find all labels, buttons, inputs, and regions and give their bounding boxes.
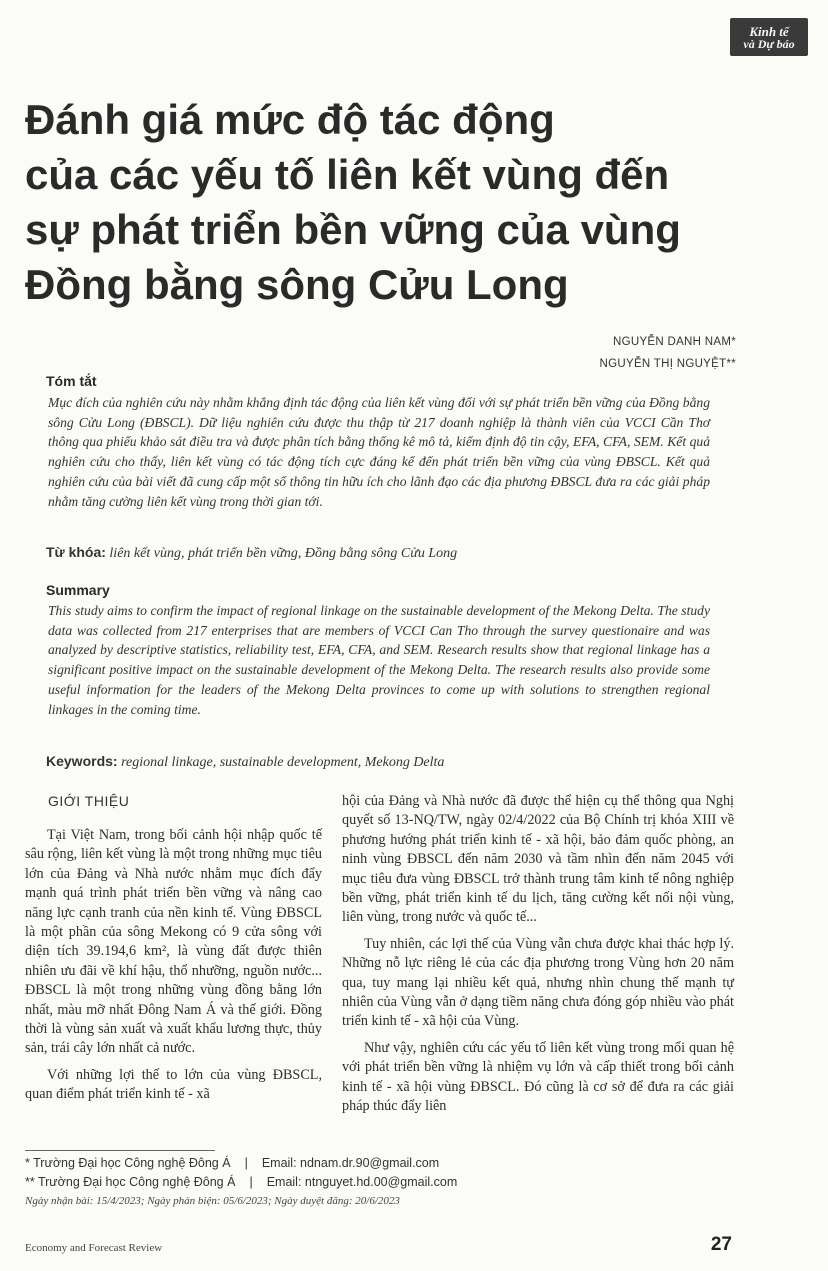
body-column-left xyxy=(25,826,322,1112)
footnote-email: Email: ndnam.dr.90@gmail.com xyxy=(261,1156,440,1170)
logo-line-1: Kinh tế xyxy=(749,23,789,39)
body-column-right xyxy=(342,792,734,1124)
footnote xyxy=(25,1156,439,1170)
footnote xyxy=(25,1175,457,1189)
body-paragraph: hội của Đảng và Nhà nước đã được thể hiện cụ thể thông qua Nghị quyết số 13-NQ/TW, ngày 02/4/2022 của Bộ Chính trị khóa XIII về phương hướng phát triển kinh tế - xã hội, bảo đảm quốc phòng, an ninh vùng ĐBSCL đến năm 2030 và tầm nhìn đến năm 2045 với mục tiêu đưa vùng ĐBSCL trở thành trung tâm kinh tế nông nghiệp bền vững, phát triển kinh tế du lịch, tăng cường kết nối nội vùng, liên vùng, trong nước và quốc tế... xyxy=(342,793,734,926)
page-number: 27 xyxy=(710,1234,732,1255)
body-paragraph: Với những lợi thế to lớn của vùng ĐBSCL, quan điểm phát triển kinh tế - xã xyxy=(25,1066,322,1103)
intro-heading: GIỚI THIỆU xyxy=(48,793,130,809)
title-line: Đánh giá mức độ tác động xyxy=(25,96,555,143)
title-line: của các yếu tố liên kết vùng đến xyxy=(25,151,670,198)
body-paragraph: Như vậy, nghiên cứu các yếu tố liên kết vùng trong mối quan hệ với phát triển bền vững là nhiệm vụ lớn và cấp thiết trong bối cảnh kinh tế - xã hội vùng ĐBSCL. Đó cũng là cơ sở để đưa ra các giải pháp thúc đẩy liên xyxy=(342,1039,734,1115)
author-name: NGUYỄN THỊ NGUYỆT** xyxy=(599,358,736,370)
en-abstract-text: This study aims to confirm the impact of regional linkage on the sustainable development of the Mekong Delta. The study data was collected from 217 enterprises that are members of VCCI Can Tho through the survey questionaire and was analyzed by descriptive statistics, reliability test, EFA, CFA, and SEM. Research results show that regional linkage has a significant positive impact on the sustainable development of the Mekong Delta. The research results also provide some useful information for the leaders of the Mekong Delta provinces to come up with solutions to strengthen regional linkages in the coming time. xyxy=(48,603,710,717)
title-line: Đồng bằng sông Cửu Long xyxy=(25,261,569,308)
footnote-separator: | xyxy=(249,1175,253,1189)
body-paragraph: Tại Việt Nam, trong bối cảnh hội nhập quốc tế sâu rộng, liên kết vùng là một trong những mục tiêu lớn của Đảng và Nhà nước nhằm mục đích đẩy mạnh quá trình phát triển bền vững và nâng cao năng lực cạnh tranh của nền kinh tế. Vùng ĐBSCL là một phần của sông Mekong có 9 cửa sông với diện tích 39.194,6 km², là vùng đất được thiên nhiên ưu đãi về khí hậu, thổ nhưỡng, nguồn nước... ĐBSCL là một trong những vùng đồng bằng lớn nhất, màu mỡ nhất Đông Nam Á và thế giới. Đồng thời là vùng sản xuất và xuất khẩu lương thực, thủy sản, trái cây lớn nhất cả nước. xyxy=(25,827,322,1057)
vn-abstract-text: Mục đích của nghiên cứu này nhằm khẳng định tác động của liên kết vùng đối với sự phát triển bền vững của Đồng bằng sông Cửu Long (ĐBSCL). Dữ liệu nghiên cứu được thu thập từ 217 doanh nghiệp là thành viên của VCCI Cần Thơ thông qua phiếu khảo sát điều tra và được phân tích bằng thống kê mô tả, kiểm định độ tin cậy, EFA, CFA, SEM. Kết quả nghiên cứu cho thấy, liên kết vùng có tác động tích cực đáng kể đến phát triển bền vững của vùng ĐBSCL. Kết quả nghiên cứu của bài viết đã cung cấp một số thông tin hữu ích cho lãnh đạo các địa phương ĐBSCL đưa ra các giải pháp nhằm tăng cường liên kết vùng trong thời gian tới. xyxy=(48,395,710,509)
vn-keywords-label: Từ khóa: xyxy=(46,544,106,560)
vn-abstract-heading: Tóm tắt xyxy=(46,373,97,389)
journal-name: Economy and Forecast Review xyxy=(25,1242,163,1254)
vn-keywords-value: liên kết vùng, phát triển bền vững, Đồng bằng sông Cửu Long xyxy=(109,546,458,561)
en-keywords xyxy=(46,753,444,771)
author-list xyxy=(600,331,736,375)
vn-keywords xyxy=(46,544,457,562)
journal-logo xyxy=(730,18,808,56)
article-title xyxy=(25,92,745,312)
body-paragraph: Tuy nhiên, các lợi thế của Vùng vẫn chưa được khai thác hợp lý. Những nỗ lực riêng lẻ của các địa phương trong Vùng hơn 20 năm qua, tuy mang lại nhiều kết quả, nhưng nhìn chung thế mạnh tự nhiên của Vùng vẫn ở dạng tiềm năng chưa đóng góp nhiều vào phát triển kinh tế - xã hội của Vùng. xyxy=(342,935,734,1030)
submission-dates: Ngày nhận bài: 15/4/2023; Ngày phản biện: 05/6/2023; Ngày duyệt đăng: 20/6/2023 xyxy=(25,1195,400,1207)
en-keywords-value: regional linkage, sustainable development, Mekong Delta xyxy=(121,755,445,770)
footnote-affiliation: ** Trường Đại học Công nghệ Đông Á xyxy=(25,1175,236,1189)
footnote-separator: | xyxy=(244,1156,248,1170)
title-line: sự phát triển bền vững của vùng xyxy=(25,206,681,253)
author-name: NGUYỄN DANH NAM* xyxy=(612,336,736,348)
en-keywords-label: Keywords: xyxy=(46,753,118,769)
footnote-divider xyxy=(25,1150,215,1151)
logo-line-2: và Dự báo xyxy=(743,36,795,51)
footnote-affiliation: * Trường Đại học Công nghệ Đông Á xyxy=(25,1156,231,1170)
en-abstract-heading: Summary xyxy=(46,582,110,598)
footnote-email: Email: ntnguyet.hd.00@gmail.com xyxy=(266,1175,458,1189)
